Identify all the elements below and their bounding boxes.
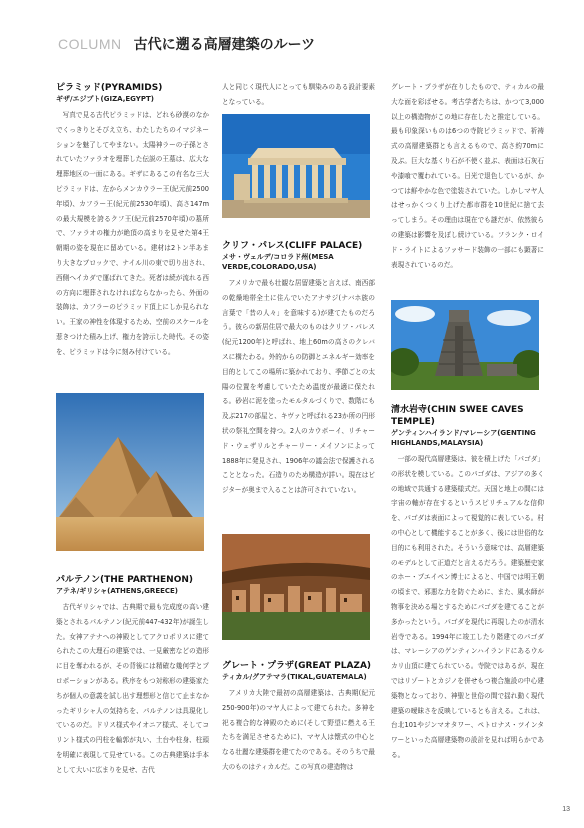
column-header bbox=[58, 34, 315, 58]
section-body: 一部の現代高層建築は、彼を積上げた「パゴダ」の形状を模している。このパゴダは、アジアの多くの地域で共通する建築様式だ。天国と地上の間には宇宙の軸が存在するというスピリチュアルな信仰を、パゴダは表面によって視覚的に表している。村の中心として機能することが多く、後には世俗的な目的にも利用された。そういう意味では、高層建築のモデルとして正道だと言えるだろう。建築歴史家のホー・プエイペン博士によると、中国では明王朝の頃まで、邪悪な力を防ぐために、また、風水師が物事を決める場とするためにパゴダを建てることが多かったという。パゴダを現代に再現したのが清水岩寺である。1994年に竣工したり階建てのパゴダは、マレーシアのゲンティンハイランドにあるウルカリ山頂に建てられている。寺院ではあるが、現在ではリゾートとカジノを併せもつ複合施設の中心建築物となっており、神聖と世俗の間で揺れ動く現代建築の曖昧さを反映しているとも言える。これは、台北101やジンマオタワー、ペトロナス・ツインタワーといった高層建築物の設計を見れば明らかである。 bbox=[391, 455, 544, 759]
section-chin-swee bbox=[391, 404, 544, 763]
page-title: 古代に遡る高層建築のルーツ bbox=[133, 37, 316, 53]
section-body: アメリカで最も壮観な居留建築と言えば、南西部の乾燥地帯全土に住んでいたアナサジ(ナバホ族の言葉で「昔の人々」を意味する)が建てたものだろう。彼らの新居住居で最大のものはクリフ・パレス(紀元1200年)と呼ばれ、地上60mの高さのクレバスに構たわる。外的からの防御とエネルギー効率を目的としてこの場所に築かれており、季節ごとの太陽の位置を考慮していたため温度が最適に保たれる。砂岩に泥を塗ったモルタルづくりで、数階にも及ぶ217の部屋と、キヴァと呼ばれる23か所の円形状の祭礼空間を持つ。2人のカウボーイ、リチャード・ウェザリルとチャーリー・メイソンによって1888年に発見され、1906年の議会法で保護されることとなった。石造りのため構造が詳い。現在はビジターが奥まで入ることは許可されていない。 bbox=[222, 279, 375, 495]
section-pyramids bbox=[56, 82, 209, 360]
page-number: 13 bbox=[562, 806, 570, 813]
section-great-plaza bbox=[222, 660, 375, 775]
section-title: グレート・プラザ(GREAT PLAZA) bbox=[222, 661, 372, 671]
section-body: 古代ギリシャでは、古典期で最も完成度の高い建築とされるパルテノン(紀元前447-432年)が誕生した。女神アテナへの神殿としてアクロポリスに建てられたこの大理石の建築では、一見厳密などの造形に目を奪われるが、その背後には精確な幾何学とプロポーションがある。秩序をもつ対称形の建築家たちが個人の意義を試し出す理想形と信じて止まなかったギリシャ人の気持ちを、パルテノンは具現化しているのだ。ドリス様式やイオニア様式、そしてコリント様式の円柱を輪郭が丸い、土台や柱身、柱頭を明確に表現して見せている。この古典建築は手本として大いに広まりを見せ、古代 bbox=[56, 603, 209, 774]
tikal-photo bbox=[391, 300, 539, 390]
section-parthenon bbox=[56, 574, 209, 778]
section-body: 写真で見る古代ピラミッドは、どれも砂漠のなかでくっきりとそびえ立ち、わたしたちのイマジネーションを魅了してやまない。太陽神ラーの子孫とされていたファラオを埋葬した伝説の王墓は、広大な埋葬地区の一面にある。ギザにあるこの有名な三大ピラミッドは、左からメンカウラー王(紀元前2500年頃)、カフラー王(紀元前2530年頃)、高さ147mの最大規模を誇るクフ王(紀元前2570年頃)の墓所で、ファラオの権力が絶頂の高まりを見せた第4王朝期の姿を現在に留めている。建材は2トン半あまり大きなブロックで、ナイル川の東で切り出され、西側へイカダで運ばれてきた。死者は続が流れる西の方向に埋葬されなければならなかったら、外面の装飾は、カフラーのピラミッド頂上にしか見られない。王家の神性を体現するため、空前のスケールを惹きつけた積み上げ、権力を誇示した時代。その姿を、ピラミッドは今に刻み付けている。 bbox=[56, 111, 209, 356]
section-subtitle: ティカル/グアテマラ(TIKAL,GUATEMALA) bbox=[222, 673, 367, 681]
section-body: 人と同じく現代人にとっても馴染みのある設計要素となっている。 bbox=[222, 83, 375, 106]
section-subtitle: ゲンティンハイランド/マレーシア(GENTING HIGHLANDS,MALAYSIA) bbox=[391, 429, 536, 447]
section-body: アメリカ大陸で最初の高層建築は、古典期(紀元250-900年)のマヤ人によって建てられた。多神を祀る複合的な神殿のために(そして野望に燃える王たちを満足させるために)、マヤ人は懐式の中心となる壮麗な建築群を建てたのである。そのうちで最大のものはティカルだ。この写真の建造物は bbox=[222, 689, 375, 771]
section-title: クリフ・パレス(CLIFF PALACE) bbox=[222, 241, 363, 251]
parthenon-continued bbox=[222, 80, 375, 110]
section-subtitle: ギザ/エジプト(GIZA,EGYPT) bbox=[56, 95, 154, 103]
section-title: 清水岩寺(CHIN SWEE CAVES TEMPLE) bbox=[391, 405, 524, 427]
great-plaza-continued bbox=[391, 80, 544, 272]
section-subtitle: アテネ/ギリシャ(ATHENS,GREECE) bbox=[56, 587, 179, 595]
pyramids-photo bbox=[56, 393, 204, 551]
parthenon-photo bbox=[222, 114, 370, 218]
column-label: COLUMN bbox=[58, 36, 122, 52]
cliff-palace-photo bbox=[222, 534, 370, 640]
section-subtitle: メサ・ヴェルデ/コロラド州(MESA VERDE,COLORADO,USA) bbox=[222, 253, 334, 271]
section-cliff-palace bbox=[222, 240, 375, 498]
section-title: パルテノン(THE PARTHENON) bbox=[56, 575, 193, 585]
section-body: グレート・プラザが在りしたもので、ティカルの最大な面を彩ばせる。考古学者たちは、かつて3,000以上の構造物がこの地に存在したと推定している。最も印象深いものは6つの寺院ピラミッドで、祈祷式の高層建築群とも言えるもので、高さ約70mに及ぶ。巨大な基くり石が不使く並ぶ、表面は石灰石や漆喰で覆われている。日光で退色しているが、かつては鮮やかな色で塗装されていた。しかしマヤ人はせっかくつくり上げた都市群を10世紀に捨て去ってしまう。その理由は現在でも謎だが、依然彼らの建築は影響を及ぼし続けている。フランク・ロイド・ライトによるファサード装飾の一部にも顕著に表現されているのだ。 bbox=[391, 83, 544, 269]
section-title: ピラミッド(PYRAMIDS) bbox=[56, 83, 163, 93]
